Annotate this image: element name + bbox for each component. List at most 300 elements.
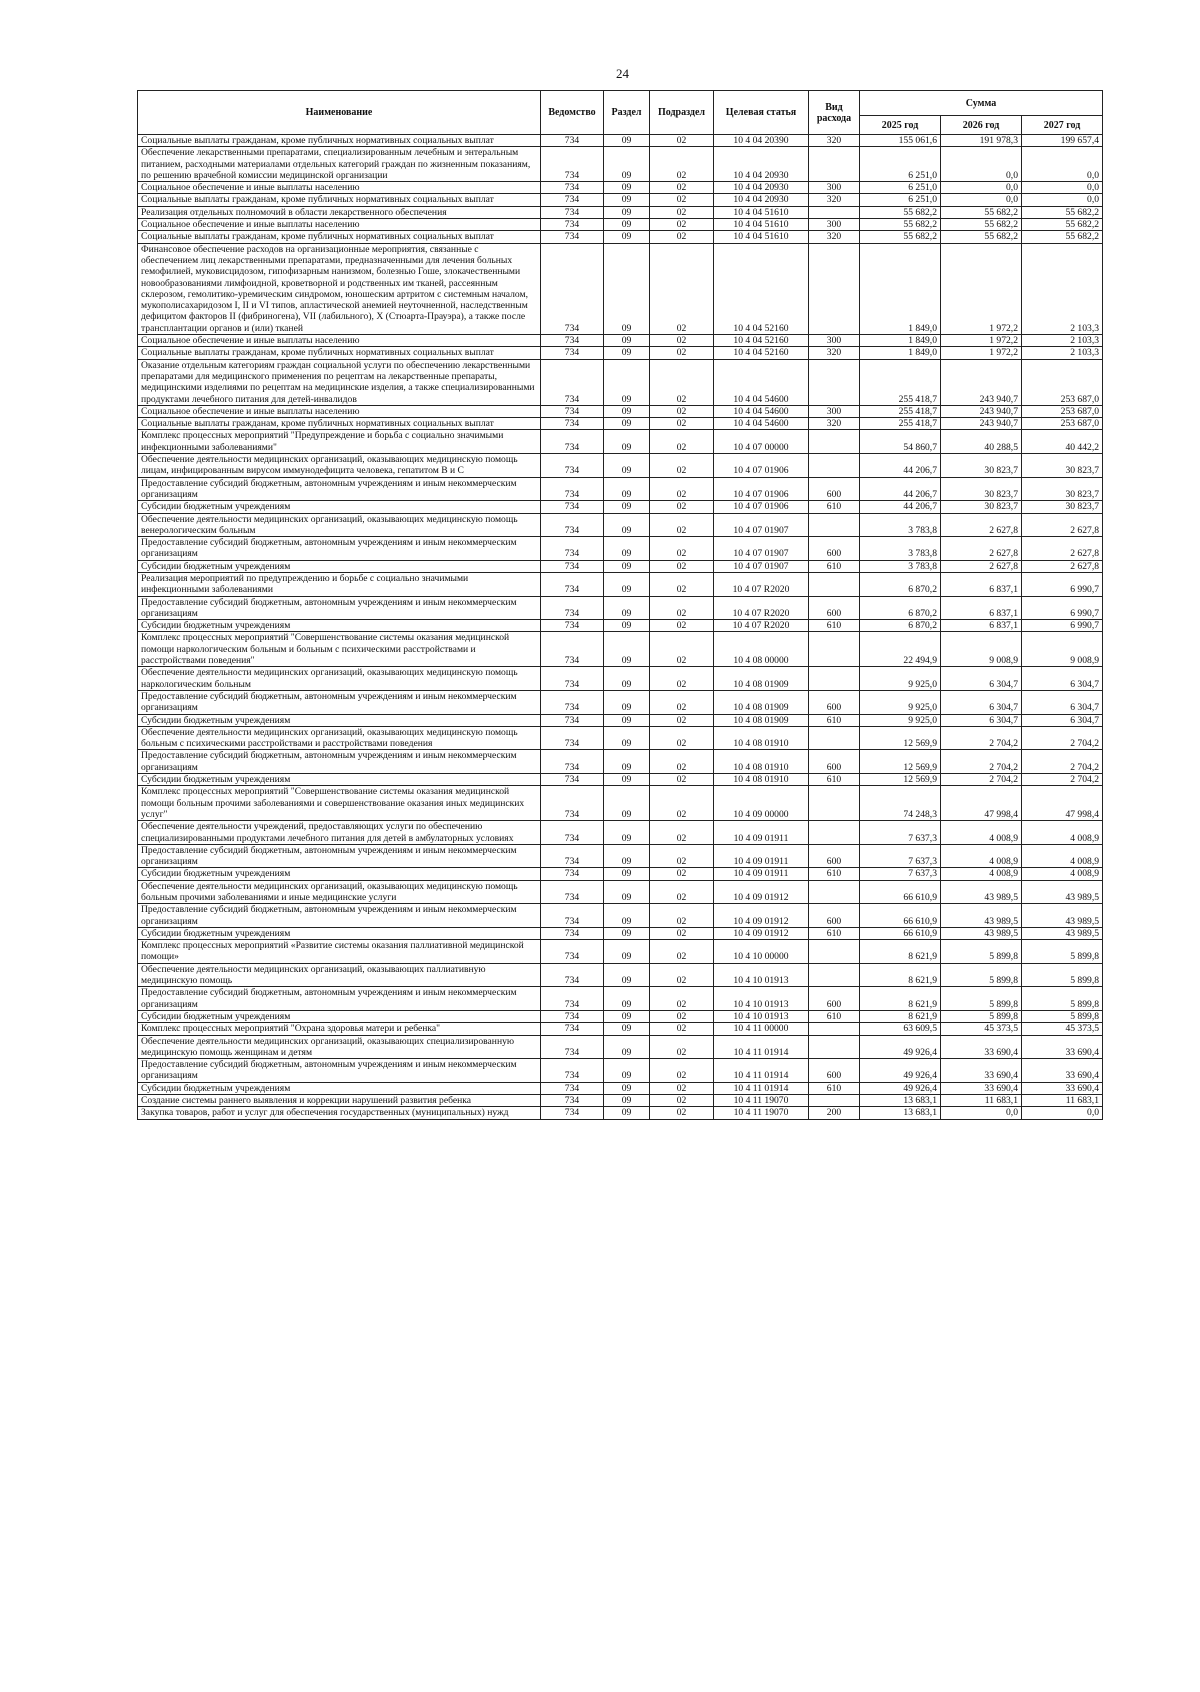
- page-number: 24: [616, 66, 629, 81]
- cell-vedomstvo: 734: [541, 620, 604, 632]
- cell-vid: [809, 1035, 860, 1059]
- cell-sum-2025: 155 061,6: [860, 135, 941, 147]
- cell-podrazdel: 02: [650, 868, 714, 880]
- cell-target: 10 4 08 01910: [714, 774, 809, 786]
- table-row: [138, 206, 1103, 218]
- cell-name: Комплекс процессных мероприятий "Совершенствование системы оказания медицинской помощи больным прочими заболеваниями и совершенствование оказания иных медицинских услуг": [138, 786, 541, 821]
- table-row: [138, 501, 1103, 513]
- cell-sum-2026: 0,0: [941, 1107, 1022, 1119]
- cell-sum-2026: 2 704,2: [941, 726, 1022, 750]
- cell-sum-2027: 4 008,9: [1022, 868, 1103, 880]
- cell-vid: 600: [809, 690, 860, 714]
- cell-podrazdel: 02: [650, 147, 714, 182]
- cell-razdel: 09: [604, 418, 650, 430]
- cell-name: Обеспечение деятельности учреждений, предоставляющих услуги по обеспечению специализированными продуктами лечебного питания для детей в амбулаторных условиях: [138, 821, 541, 845]
- cell-razdel: 09: [604, 477, 650, 501]
- cell-sum-2026: 55 682,2: [941, 219, 1022, 231]
- cell-podrazdel: 02: [650, 560, 714, 572]
- cell-razdel: 09: [604, 620, 650, 632]
- cell-sum-2025: 13 683,1: [860, 1107, 941, 1119]
- cell-sum-2025: 6 251,0: [860, 147, 941, 182]
- cell-sum-2026: 33 690,4: [941, 1082, 1022, 1094]
- cell-target: 10 4 09 01912: [714, 904, 809, 928]
- cell-sum-2027: 2 103,3: [1022, 347, 1103, 359]
- cell-name: Обеспечение деятельности медицинских организаций, оказывающих медицинскую помощь больным прочими заболеваниями и иные медицинские услуги: [138, 880, 541, 904]
- cell-target: 10 4 04 51610: [714, 231, 809, 243]
- header-razdel: Раздел: [604, 91, 650, 135]
- cell-name: Закупка товаров, работ и услуг для обеспечения государственных (муниципальных) нужд: [138, 1107, 541, 1119]
- cell-vedomstvo: 734: [541, 927, 604, 939]
- cell-sum-2026: 243 940,7: [941, 359, 1022, 405]
- cell-name: Создание системы раннего выявления и коррекции нарушений развития ребенка: [138, 1095, 541, 1107]
- table-row: [138, 1059, 1103, 1083]
- cell-sum-2025: 6 870,2: [860, 620, 941, 632]
- cell-vedomstvo: 734: [541, 405, 604, 417]
- cell-podrazdel: 02: [650, 501, 714, 513]
- cell-target: 10 4 04 54600: [714, 405, 809, 417]
- cell-target: 10 4 11 01914: [714, 1035, 809, 1059]
- cell-podrazdel: 02: [650, 1023, 714, 1035]
- cell-sum-2025: 255 418,7: [860, 359, 941, 405]
- table-row: [138, 418, 1103, 430]
- cell-razdel: 09: [604, 501, 650, 513]
- table-row: [138, 620, 1103, 632]
- cell-name: Субсидии бюджетным учреждениям: [138, 620, 541, 632]
- table-row: [138, 786, 1103, 821]
- cell-podrazdel: 02: [650, 667, 714, 691]
- cell-name: Социальные выплаты гражданам, кроме публичных нормативных социальных выплат: [138, 347, 541, 359]
- table-row: [138, 560, 1103, 572]
- cell-target: 10 4 11 01914: [714, 1059, 809, 1083]
- cell-razdel: 09: [604, 359, 650, 405]
- cell-name: Предоставление субсидий бюджетным, автономным учреждениям и иным некоммерческим организациям: [138, 477, 541, 501]
- cell-vedomstvo: 734: [541, 513, 604, 537]
- cell-sum-2027: 253 687,0: [1022, 359, 1103, 405]
- cell-sum-2025: 7 637,3: [860, 868, 941, 880]
- table-row: [138, 219, 1103, 231]
- cell-sum-2025: 13 683,1: [860, 1095, 941, 1107]
- cell-razdel: 09: [604, 405, 650, 417]
- cell-sum-2027: 2 627,8: [1022, 513, 1103, 537]
- cell-podrazdel: 02: [650, 206, 714, 218]
- cell-name: Субсидии бюджетным учреждениям: [138, 868, 541, 880]
- cell-target: 10 4 09 00000: [714, 786, 809, 821]
- cell-podrazdel: 02: [650, 572, 714, 596]
- cell-target: 10 4 04 51610: [714, 206, 809, 218]
- cell-sum-2026: 1 972,2: [941, 347, 1022, 359]
- cell-name: Комплекс процессных мероприятий "Предупреждение и борьба с социально значимыми инфекционными заболеваниями": [138, 430, 541, 454]
- cell-vedomstvo: 734: [541, 1082, 604, 1094]
- cell-vid: 600: [809, 987, 860, 1011]
- cell-name: Субсидии бюджетным учреждениям: [138, 774, 541, 786]
- cell-name: Субсидии бюджетным учреждениям: [138, 714, 541, 726]
- cell-vedomstvo: 734: [541, 868, 604, 880]
- table-row: [138, 987, 1103, 1011]
- cell-sum-2026: 43 989,5: [941, 927, 1022, 939]
- cell-target: 10 4 04 20930: [714, 147, 809, 182]
- cell-sum-2026: 6 837,1: [941, 620, 1022, 632]
- cell-sum-2025: 44 206,7: [860, 454, 941, 478]
- cell-vedomstvo: 734: [541, 821, 604, 845]
- cell-sum-2026: 2 627,8: [941, 537, 1022, 561]
- cell-target: 10 4 07 01906: [714, 477, 809, 501]
- cell-sum-2025: 55 682,2: [860, 231, 941, 243]
- cell-sum-2027: 33 690,4: [1022, 1035, 1103, 1059]
- cell-name: Обеспечение деятельности медицинских организаций, оказывающих медицинскую помощь лицам, инфицированным вирусом иммунодефицита человека, гепатитом В и С: [138, 454, 541, 478]
- cell-razdel: 09: [604, 1035, 650, 1059]
- cell-sum-2027: 5 899,8: [1022, 987, 1103, 1011]
- table-row: [138, 135, 1103, 147]
- cell-target: 10 4 07 01906: [714, 501, 809, 513]
- cell-sum-2027: 5 899,8: [1022, 940, 1103, 964]
- cell-vid: 320: [809, 194, 860, 206]
- cell-sum-2025: 6 870,2: [860, 596, 941, 620]
- cell-sum-2026: 6 837,1: [941, 596, 1022, 620]
- cell-sum-2027: 2 704,2: [1022, 774, 1103, 786]
- table-row: [138, 147, 1103, 182]
- cell-name: Социальное обеспечение и иные выплаты населению: [138, 219, 541, 231]
- cell-vid: [809, 430, 860, 454]
- cell-podrazdel: 02: [650, 987, 714, 1011]
- cell-vedomstvo: 734: [541, 1010, 604, 1022]
- cell-podrazdel: 02: [650, 1035, 714, 1059]
- cell-vedomstvo: 734: [541, 963, 604, 987]
- cell-sum-2025: 55 682,2: [860, 206, 941, 218]
- table-row: [138, 880, 1103, 904]
- cell-razdel: 09: [604, 454, 650, 478]
- cell-sum-2026: 6 304,7: [941, 667, 1022, 691]
- cell-vedomstvo: 734: [541, 135, 604, 147]
- cell-name: Комплекс процессных мероприятий "Охрана здоровья матери и ребенка": [138, 1023, 541, 1035]
- cell-name: Предоставление субсидий бюджетным, автономным учреждениям и иным некоммерческим организациям: [138, 690, 541, 714]
- cell-name: Предоставление субсидий бюджетным, автономным учреждениям и иным некоммерческим организациям: [138, 1059, 541, 1083]
- cell-vedomstvo: 734: [541, 596, 604, 620]
- cell-name: Социальное обеспечение и иные выплаты населению: [138, 182, 541, 194]
- cell-sum-2025: 49 926,4: [860, 1035, 941, 1059]
- cell-razdel: 09: [604, 963, 650, 987]
- cell-sum-2027: 30 823,7: [1022, 454, 1103, 478]
- table-row: [138, 1023, 1103, 1035]
- table-row: [138, 231, 1103, 243]
- cell-target: 10 4 04 52160: [714, 243, 809, 334]
- table-row: [138, 1035, 1103, 1059]
- cell-podrazdel: 02: [650, 963, 714, 987]
- table-row: [138, 1107, 1103, 1119]
- cell-vedomstvo: 734: [541, 243, 604, 334]
- header-podrazdel: Подраздел: [650, 91, 714, 135]
- cell-vid: 300: [809, 182, 860, 194]
- cell-razdel: 09: [604, 1059, 650, 1083]
- cell-target: 10 4 08 01910: [714, 750, 809, 774]
- cell-vedomstvo: 734: [541, 1107, 604, 1119]
- table-row: [138, 940, 1103, 964]
- cell-name: Субсидии бюджетным учреждениям: [138, 927, 541, 939]
- cell-razdel: 09: [604, 135, 650, 147]
- header-summa: Сумма: [860, 91, 1103, 116]
- cell-vid: [809, 940, 860, 964]
- cell-name: Обеспечение деятельности медицинских организаций, оказывающих специализированную медицинскую помощь женщинам и детям: [138, 1035, 541, 1059]
- cell-vid: [809, 963, 860, 987]
- cell-sum-2027: 45 373,5: [1022, 1023, 1103, 1035]
- cell-sum-2027: 9 008,9: [1022, 632, 1103, 667]
- cell-podrazdel: 02: [650, 690, 714, 714]
- cell-vid: 300: [809, 219, 860, 231]
- cell-sum-2025: 12 569,9: [860, 726, 941, 750]
- cell-razdel: 09: [604, 844, 650, 868]
- cell-name: Реализация мероприятий по предупреждению и борьбе с социально значимыми инфекционными заболеваниями: [138, 572, 541, 596]
- cell-sum-2027: 253 687,0: [1022, 405, 1103, 417]
- cell-vid: 200: [809, 1107, 860, 1119]
- cell-razdel: 09: [604, 786, 650, 821]
- cell-sum-2027: 4 008,9: [1022, 844, 1103, 868]
- cell-vedomstvo: 734: [541, 987, 604, 1011]
- cell-podrazdel: 02: [650, 1082, 714, 1094]
- header-2025: 2025 год: [860, 116, 941, 135]
- cell-sum-2025: 44 206,7: [860, 477, 941, 501]
- cell-sum-2025: 7 637,3: [860, 821, 941, 845]
- cell-razdel: 09: [604, 821, 650, 845]
- table-row: [138, 182, 1103, 194]
- cell-name: Субсидии бюджетным учреждениям: [138, 1010, 541, 1022]
- cell-razdel: 09: [604, 243, 650, 334]
- cell-sum-2026: 33 690,4: [941, 1059, 1022, 1083]
- cell-podrazdel: 02: [650, 537, 714, 561]
- cell-sum-2027: 33 690,4: [1022, 1059, 1103, 1083]
- cell-vid: [809, 454, 860, 478]
- cell-vid: [809, 786, 860, 821]
- cell-name: Предоставление субсидий бюджетным, автономным учреждениям и иным некоммерческим организациям: [138, 537, 541, 561]
- cell-vedomstvo: 734: [541, 750, 604, 774]
- cell-target: 10 4 10 01913: [714, 1010, 809, 1022]
- cell-sum-2027: 55 682,2: [1022, 206, 1103, 218]
- table-row: [138, 667, 1103, 691]
- cell-sum-2026: 191 978,3: [941, 135, 1022, 147]
- cell-vid: 300: [809, 405, 860, 417]
- cell-podrazdel: 02: [650, 596, 714, 620]
- cell-podrazdel: 02: [650, 1107, 714, 1119]
- cell-target: 10 4 09 01911: [714, 868, 809, 880]
- cell-name: Предоставление субсидий бюджетным, автономным учреждениям и иным некоммерческим организациям: [138, 750, 541, 774]
- cell-target: 10 4 11 19070: [714, 1095, 809, 1107]
- cell-vid: 610: [809, 714, 860, 726]
- cell-vid: 600: [809, 904, 860, 928]
- cell-sum-2027: 2 627,8: [1022, 537, 1103, 561]
- cell-vedomstvo: 734: [541, 454, 604, 478]
- cell-razdel: 09: [604, 632, 650, 667]
- cell-vid: [809, 206, 860, 218]
- cell-sum-2027: 6 304,7: [1022, 714, 1103, 726]
- cell-vedomstvo: 734: [541, 418, 604, 430]
- cell-name: Социальное обеспечение и иные выплаты населению: [138, 405, 541, 417]
- cell-name: Обеспечение лекарственными препаратами, специализированным лечебным и энтеральным питанием, расходными материалами отдельных категорий граждан по жизненным показаниям, по решению врачебной комиссии медицинской организации: [138, 147, 541, 182]
- cell-target: 10 4 04 52160: [714, 347, 809, 359]
- cell-sum-2026: 33 690,4: [941, 1035, 1022, 1059]
- cell-vid: 610: [809, 620, 860, 632]
- cell-sum-2026: 5 899,8: [941, 987, 1022, 1011]
- table-row: [138, 927, 1103, 939]
- cell-sum-2026: 2 627,8: [941, 513, 1022, 537]
- cell-sum-2026: 4 008,9: [941, 821, 1022, 845]
- cell-target: 10 4 04 54600: [714, 418, 809, 430]
- cell-sum-2026: 6 304,7: [941, 714, 1022, 726]
- cell-vedomstvo: 734: [541, 206, 604, 218]
- cell-vedomstvo: 734: [541, 726, 604, 750]
- header-2027: 2027 год: [1022, 116, 1103, 135]
- cell-vedomstvo: 734: [541, 335, 604, 347]
- cell-sum-2026: 43 989,5: [941, 904, 1022, 928]
- cell-podrazdel: 02: [650, 430, 714, 454]
- cell-name: Социальное обеспечение и иные выплаты населению: [138, 335, 541, 347]
- cell-podrazdel: 02: [650, 940, 714, 964]
- cell-sum-2026: 11 683,1: [941, 1095, 1022, 1107]
- cell-name: Субсидии бюджетным учреждениям: [138, 1082, 541, 1094]
- cell-podrazdel: 02: [650, 194, 714, 206]
- cell-vid: 320: [809, 418, 860, 430]
- cell-razdel: 09: [604, 987, 650, 1011]
- cell-name: Социальные выплаты гражданам, кроме публичных нормативных социальных выплат: [138, 194, 541, 206]
- cell-razdel: 09: [604, 335, 650, 347]
- cell-razdel: 09: [604, 690, 650, 714]
- cell-sum-2026: 30 823,7: [941, 477, 1022, 501]
- cell-sum-2025: 12 569,9: [860, 774, 941, 786]
- cell-sum-2027: 253 687,0: [1022, 418, 1103, 430]
- cell-sum-2026: 55 682,2: [941, 231, 1022, 243]
- table-row: [138, 726, 1103, 750]
- header-2026: 2026 год: [941, 116, 1022, 135]
- table-row: [138, 430, 1103, 454]
- table-row: [138, 243, 1103, 334]
- cell-sum-2026: 243 940,7: [941, 418, 1022, 430]
- cell-target: 10 4 09 01912: [714, 927, 809, 939]
- table-row: [138, 347, 1103, 359]
- cell-name: Реализация отдельных полномочий в области лекарственного обеспечения: [138, 206, 541, 218]
- cell-name: Предоставление субсидий бюджетным, автономным учреждениям и иным некоммерческим организациям: [138, 844, 541, 868]
- cell-sum-2025: 66 610,9: [860, 880, 941, 904]
- cell-target: 10 4 07 R2020: [714, 596, 809, 620]
- cell-vedomstvo: 734: [541, 904, 604, 928]
- cell-sum-2027: 55 682,2: [1022, 231, 1103, 243]
- cell-target: 10 4 07 01907: [714, 537, 809, 561]
- cell-sum-2025: 7 637,3: [860, 844, 941, 868]
- cell-sum-2027: 11 683,1: [1022, 1095, 1103, 1107]
- cell-sum-2026: 5 899,8: [941, 940, 1022, 964]
- cell-vid: [809, 1095, 860, 1107]
- cell-podrazdel: 02: [650, 513, 714, 537]
- cell-sum-2025: 8 621,9: [860, 987, 941, 1011]
- cell-sum-2025: 44 206,7: [860, 501, 941, 513]
- cell-target: 10 4 10 01913: [714, 987, 809, 1011]
- cell-podrazdel: 02: [650, 726, 714, 750]
- cell-sum-2027: 2 704,2: [1022, 750, 1103, 774]
- cell-razdel: 09: [604, 513, 650, 537]
- cell-vid: [809, 147, 860, 182]
- cell-razdel: 09: [604, 537, 650, 561]
- cell-vid: 610: [809, 1010, 860, 1022]
- cell-sum-2026: 6 304,7: [941, 690, 1022, 714]
- cell-target: 10 4 09 01911: [714, 844, 809, 868]
- table-body: [138, 135, 1103, 1120]
- cell-name: Комплекс процессных мероприятий «Развитие системы оказания паллиативной медицинской помощи»: [138, 940, 541, 964]
- cell-target: 10 4 07 R2020: [714, 572, 809, 596]
- cell-sum-2026: 0,0: [941, 147, 1022, 182]
- cell-sum-2026: 5 899,8: [941, 1010, 1022, 1022]
- cell-podrazdel: 02: [650, 750, 714, 774]
- cell-sum-2027: 47 998,4: [1022, 786, 1103, 821]
- cell-vedomstvo: 734: [541, 667, 604, 691]
- cell-sum-2027: 0,0: [1022, 194, 1103, 206]
- cell-podrazdel: 02: [650, 904, 714, 928]
- table-row: [138, 477, 1103, 501]
- cell-sum-2027: 40 442,2: [1022, 430, 1103, 454]
- cell-vid: [809, 572, 860, 596]
- cell-vedomstvo: 734: [541, 1035, 604, 1059]
- cell-vedomstvo: 734: [541, 880, 604, 904]
- table-row: [138, 596, 1103, 620]
- cell-sum-2026: 0,0: [941, 194, 1022, 206]
- cell-sum-2026: 40 288,5: [941, 430, 1022, 454]
- cell-vedomstvo: 734: [541, 786, 604, 821]
- cell-podrazdel: 02: [650, 335, 714, 347]
- cell-vedomstvo: 734: [541, 940, 604, 964]
- cell-razdel: 09: [604, 1095, 650, 1107]
- cell-name: Оказание отдельным категориям граждан социальной услуги по обеспечению лекарственными препаратами для медицинского применения по рецептам на лекарственные препараты, медицинскими изделиями по рецептам на медицинские изделия, а также специализированными продуктами лечебного питания для детей-инвалидов: [138, 359, 541, 405]
- cell-sum-2027: 43 989,5: [1022, 880, 1103, 904]
- budget-table: [137, 90, 1103, 1120]
- cell-razdel: 09: [604, 430, 650, 454]
- cell-sum-2027: 5 899,8: [1022, 1010, 1103, 1022]
- cell-vedomstvo: 734: [541, 182, 604, 194]
- cell-vid: 610: [809, 1082, 860, 1094]
- cell-name: Обеспечение деятельности медицинских организаций, оказывающих медицинскую помощь больным с психическими расстройствами и расстройствами поведения: [138, 726, 541, 750]
- cell-vid: [809, 513, 860, 537]
- cell-vid: 610: [809, 560, 860, 572]
- table-row: [138, 513, 1103, 537]
- cell-target: 10 4 07 01906: [714, 454, 809, 478]
- table-row: [138, 572, 1103, 596]
- table-row: [138, 537, 1103, 561]
- cell-razdel: 09: [604, 1023, 650, 1035]
- cell-target: 10 4 04 20930: [714, 182, 809, 194]
- cell-sum-2025: 6 870,2: [860, 572, 941, 596]
- cell-sum-2026: 9 008,9: [941, 632, 1022, 667]
- cell-razdel: 09: [604, 347, 650, 359]
- cell-sum-2026: 47 998,4: [941, 786, 1022, 821]
- cell-razdel: 09: [604, 904, 650, 928]
- cell-sum-2025: 1 849,0: [860, 243, 941, 334]
- cell-sum-2025: 6 251,0: [860, 194, 941, 206]
- cell-razdel: 09: [604, 219, 650, 231]
- cell-sum-2026: 1 972,2: [941, 243, 1022, 334]
- cell-name: Предоставление субсидий бюджетным, автономным учреждениям и иным некоммерческим организациям: [138, 904, 541, 928]
- cell-vedomstvo: 734: [541, 219, 604, 231]
- table-row: [138, 335, 1103, 347]
- cell-razdel: 09: [604, 667, 650, 691]
- cell-sum-2025: 49 926,4: [860, 1082, 941, 1094]
- cell-sum-2027: 2 627,8: [1022, 560, 1103, 572]
- cell-sum-2025: 8 621,9: [860, 1010, 941, 1022]
- cell-sum-2027: 55 682,2: [1022, 219, 1103, 231]
- cell-target: 10 4 08 01909: [714, 667, 809, 691]
- cell-target: 10 4 10 01913: [714, 963, 809, 987]
- cell-vedomstvo: 734: [541, 632, 604, 667]
- cell-vedomstvo: 734: [541, 194, 604, 206]
- cell-vid: [809, 726, 860, 750]
- cell-razdel: 09: [604, 714, 650, 726]
- cell-sum-2026: 2 627,8: [941, 560, 1022, 572]
- cell-target: 10 4 04 20390: [714, 135, 809, 147]
- cell-name: Предоставление субсидий бюджетным, автономным учреждениям и иным некоммерческим организациям: [138, 596, 541, 620]
- cell-vedomstvo: 734: [541, 774, 604, 786]
